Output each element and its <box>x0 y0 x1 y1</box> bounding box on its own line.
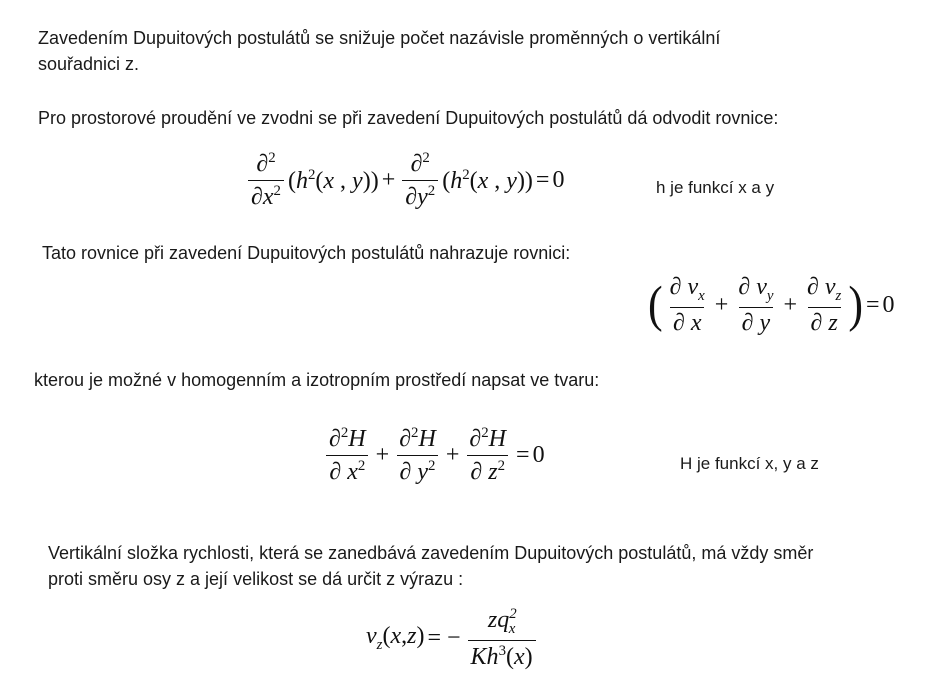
eq2-frac-vx: $\frac{\partial v_x}{\partial x}$ <box>669 274 705 336</box>
paragraph-3: Tato rovnice při zavedení Dupuitových postulátů nahrazuje rovnici: <box>42 243 571 263</box>
eq3-frac-y: $\frac{\partial^2H}{\partial y^2}$ <box>396 425 439 486</box>
equation-1-note: h je funkcí x a y <box>656 178 775 197</box>
eq3-frac-x: $\frac{\partial^2H}{\partial x^2}$ <box>326 425 369 486</box>
equation-2d-dupuit: $\frac{\partial^2}{\partial x^2}$ ($h^2(x$ , y)) + $\frac{\partial^2}{\partial y^2}$ ($h^2(x$ , y)) = 0 <box>244 150 564 211</box>
paragraph-1-line-1: Zavedením Dupuitových postulátů se snižuje počet nazávisle proměnných o vertikální <box>38 28 721 48</box>
eq2-frac-vy: $\frac{\partial v_y}{\partial y}$ <box>738 274 774 336</box>
eq3-frac-z: $\frac{\partial^2H}{\partial z^2}$ <box>469 425 507 485</box>
paragraph-4: kterou je možné v homogenním a izotropním prostředí napsat ve tvaru: <box>34 370 600 390</box>
equation-laplace: $\frac{\partial^2H}{\partial x^2}$ + $\frac{\partial^2H}{\partial y^2}$ + $\frac{\partial^2H}{\partial z^2}$ = 0 <box>322 425 545 486</box>
paragraph-5-line-1: Vertikální složka rychlosti, která se zanedbává zavedením Dupuitových postulátů, má vždy směr <box>48 543 814 563</box>
eq4-frac: $\frac{zq^2_x}{Kh^3(x)}$ <box>468 606 536 671</box>
equation-continuity: ( $\frac{\partial v_x}{\partial x}$ + $\frac{\partial v_y}{\partial y}$ + $\frac{\partial v_z}{\partial z}$ ) = 0 <box>648 274 895 336</box>
paragraph-5-line-2: proti směru osy z a její velikost se dá určit z výrazu : <box>48 569 464 589</box>
equation-3-note: H je funkcí x, y a z <box>680 454 819 473</box>
eq1-frac-dy: $\frac{\partial^2}{\partial y^2}$ <box>402 150 438 211</box>
eq2-frac-vz: $\frac{\partial v_z}{\partial z}$ <box>807 274 842 336</box>
eq1-frac-dx: $\frac{\partial^2}{\partial x^2}$ <box>248 150 284 211</box>
paragraph-2: Pro prostorové proudění ve zvodni se při zavedení Dupuitových postulátů dá odvodit rovnice: <box>38 108 779 128</box>
equation-vertical-velocity: $v_z(x,z)$ = − $\frac{zq^2_x}{Kh^3(x)}$ <box>366 606 540 671</box>
paragraph-1-line-2: souřadnici z. <box>38 54 140 74</box>
